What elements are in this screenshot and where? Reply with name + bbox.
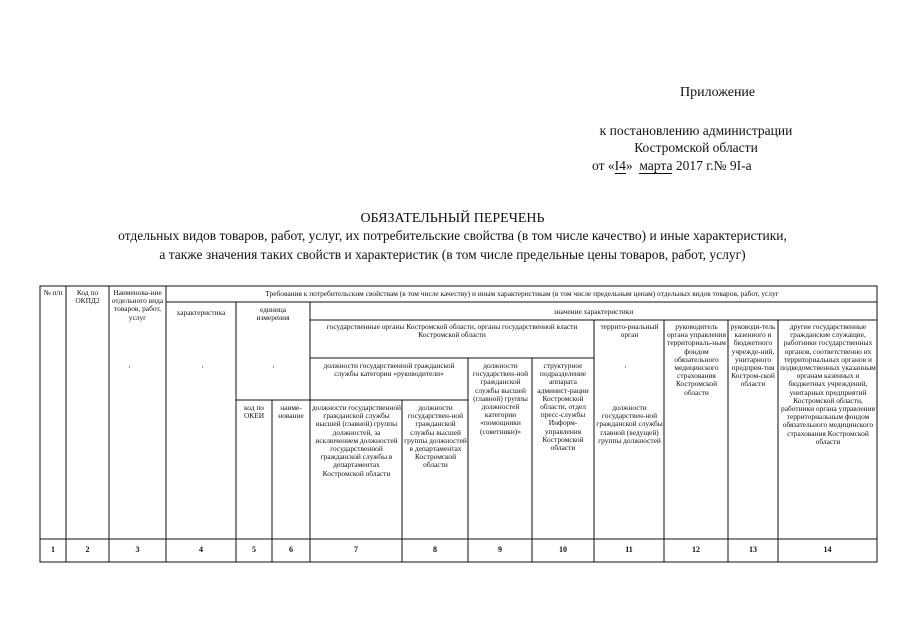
dot-mark: · xyxy=(272,362,275,372)
struct-unit-header: структурное подразделение аппарата админист-рации Костромской области, отдел пресс-службы Информ-управления Костромской области xyxy=(537,361,589,453)
others-header: другие государственные гражданские служащие, работники государственных органов, соответственно их территориальных органов и подведомственных указанным органам казенных и бюджетных учреждений, унитарных предприятий Костромской области, работники органа управления территориальным фондом обязательного медицинского страхования Костромской области xyxy=(780,322,876,446)
unit-name-header: наиме-нование xyxy=(278,403,304,421)
col-number: 9 xyxy=(498,545,502,554)
decree-line2: Костромской области xyxy=(634,140,758,155)
col-number: 5 xyxy=(252,545,256,554)
col-number: 14 xyxy=(823,545,832,554)
date-prefix: от « xyxy=(592,158,615,173)
date-year: 2017 г.№ xyxy=(675,158,727,173)
date-day: I4 xyxy=(614,158,626,173)
col-number: 7 xyxy=(354,545,358,554)
dot-mark: · xyxy=(128,362,131,372)
values-header: значение характеристики xyxy=(553,307,634,316)
col-number: 6 xyxy=(289,545,293,554)
dot-mark: · xyxy=(201,362,204,372)
appendix-label: Приложение xyxy=(680,85,756,100)
col-number: 8 xyxy=(433,545,437,554)
head-state-inst-header: руководи-тель казенного и бюджетного учрежде-ний, унитарного предприя-тия Костром-ской области xyxy=(730,322,776,389)
characteristic-header: характеристика xyxy=(176,308,226,317)
col-number: 13 xyxy=(749,545,757,554)
col-number: 12 xyxy=(692,545,700,554)
col-number: 2 xyxy=(85,545,90,554)
col-no-header: № п/п xyxy=(43,288,63,297)
sub-a-header: должности государственной гражданской службы высшей (главной) группы должностей, за исключением должностей государственной гражданской службы в департаментах Костромской области xyxy=(312,403,401,478)
positions-higher-header: должности государствен-ной гражданской службы высшей (главной) группы должностей категории «помощники (советники)» xyxy=(472,361,529,436)
territorial-header: террито-риальный орган xyxy=(600,322,659,340)
sub-b-header: должности государствен-ной гражданской службы высшей группы должностей в департаментах Костромской области xyxy=(404,403,467,470)
territorial-sub-header: должности государствен-ной гражданской службы главной (ведущей) группы должностей xyxy=(596,403,663,445)
document-subtitle-line2: а также значения таких свойств и характеристик (в том числе предельные цены товаров, работ, услуг) xyxy=(159,247,746,262)
positions-heads-header: должности государственной гражданской службы категории «руководители» xyxy=(323,361,455,379)
decree-line1: к постановлению администрации xyxy=(599,123,793,138)
date-month: марта xyxy=(639,158,673,173)
unit-header: единица измерения xyxy=(256,305,290,323)
document-subtitle-line1: отдельных видов товаров, работ, услуг, их потребительские свойства (в том числе качество) и иные характеристики, xyxy=(118,228,787,243)
date-mid: » xyxy=(625,158,633,173)
col-number: 3 xyxy=(135,545,140,554)
state-bodies-header: государственные органы Костромской области, органы государственной власти Костромской области xyxy=(326,322,578,340)
col-number: 10 xyxy=(559,545,567,554)
col-number: 4 xyxy=(199,545,203,554)
document-title: ОБЯЗАТЕЛЬНЫЙ ПЕРЕЧЕНЬ xyxy=(360,211,545,226)
col-number: 11 xyxy=(625,545,633,554)
head-fund-header: руководитель органа управления территориаль-ным фондом обязательного медицинского страхования Костромской области xyxy=(666,322,727,397)
col-okpd-header: Код по ОКПД2 xyxy=(75,288,100,306)
col-number: 1 xyxy=(51,545,55,554)
requirements-header: Требования к потребительским свойствам (в том числе качеству) и иным характеристикам (в том числе предельным ценам) отдельных видов товаров, работ, услуг xyxy=(265,289,779,298)
code-okei-header: код по ОКЕИ xyxy=(243,403,265,421)
date-number: 9I-а xyxy=(729,158,752,173)
dot-mark: · xyxy=(624,362,627,372)
col-name-header: Наименова-ние отдельного вида товаров, работ, услуг xyxy=(111,288,164,322)
